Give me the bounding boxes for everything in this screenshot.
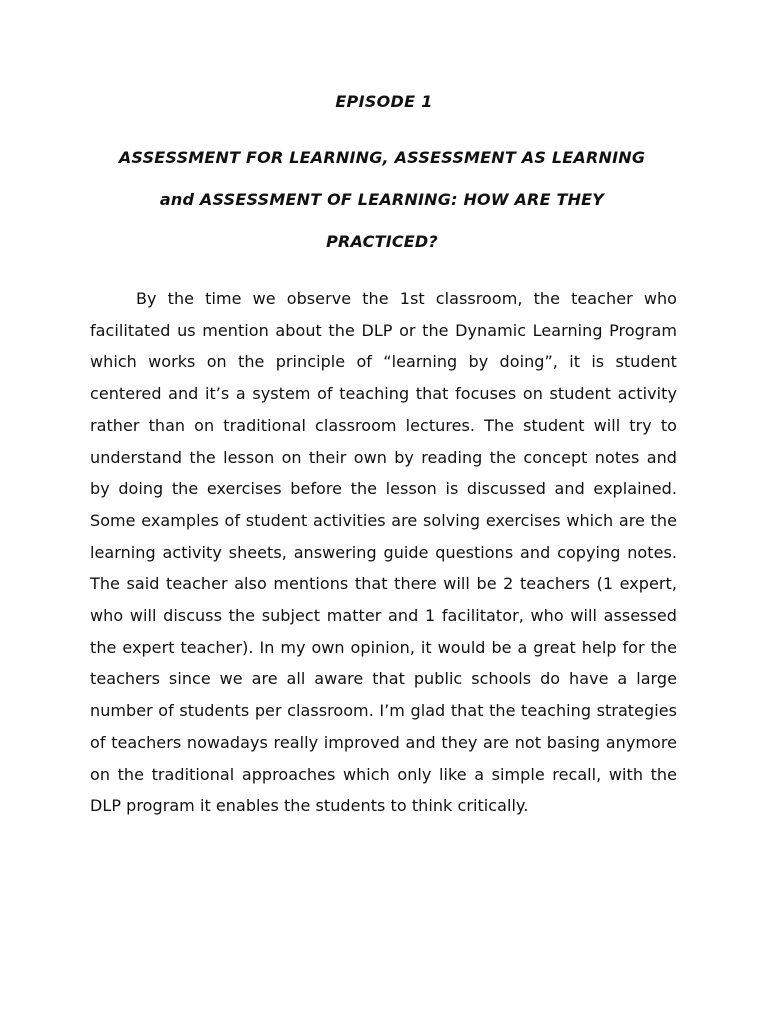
body-paragraph: By the time we observe the 1st classroom, the teacher who facilitated us mention about the DLP or the Dynamic Learning Program which works on the principle of “learning by doing”, it is student centered and it’s a system of teaching that focuses on student activity rather than on traditional classroom lectures. The student will try to understand the lesson on their own by reading the concept notes and by doing the exercises before the lesson is discussed and explained. Some examples of student activities are solving exercises which are the learning activity sheets, answering guide questions and copying notes. The said teacher also mentions that there will be 2 teachers (1 expert, who will discuss the subject matter and 1 facilitator, who will assessed the expert teacher). In my own opinion, it would be a great help for the teachers since we are all aware that public schools do have a large number of students per classroom. I’m glad that the teaching strategies of teachers nowadays really improved and they are not basing anymore on the traditional approaches which only like a simple recall, with the DLP program it enables the students to think critically. (90, 289, 677, 816)
title-line-2: and ASSESSMENT OF LEARNING: HOW ARE THEY (159, 190, 605, 209)
title-line-3: PRACTICED? (326, 232, 438, 251)
title-line-1: ASSESSMENT FOR LEARNING, ASSESSMENT AS LEARNING (118, 148, 646, 167)
episode-heading: EPISODE 1 (335, 92, 433, 111)
